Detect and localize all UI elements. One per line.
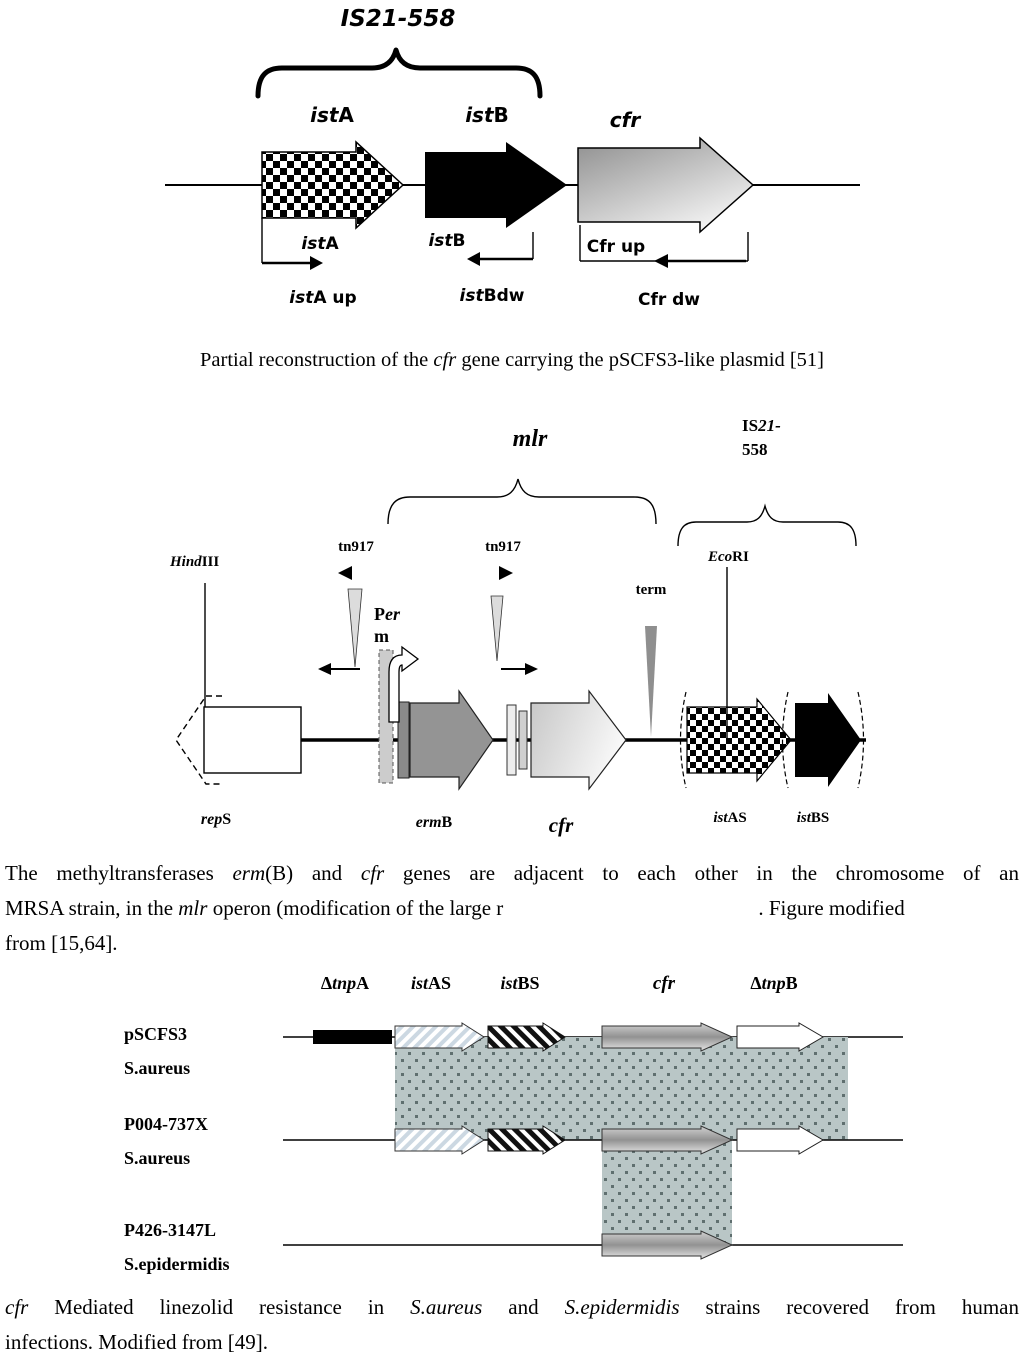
cfr-gene-label: cfr	[609, 108, 641, 132]
ermB-arrow	[410, 691, 493, 789]
tn917-left-insertion-wedge	[348, 589, 362, 667]
istA-up-label: istA up	[289, 288, 357, 308]
tnpA-block-row1	[313, 1030, 392, 1044]
is21-brace	[678, 506, 856, 546]
istAS-header: istAS	[410, 973, 452, 993]
tn917-left-label: tn917	[338, 539, 374, 555]
tnpB-header: ΔtnpB	[750, 973, 798, 993]
caption2-line3: from [15,64].	[5, 931, 118, 955]
is21-558-label-line1: IS21-	[742, 416, 781, 435]
istB-primer-label: istB	[428, 231, 466, 251]
figure3-caption	[5, 1290, 1019, 1356]
row1-species: S.aureus	[124, 1058, 191, 1078]
cfr-arrow	[578, 138, 753, 232]
istBS-label: istBS	[796, 810, 830, 826]
row2-species: S.aureus	[124, 1148, 191, 1168]
homology-region-2	[602, 1140, 732, 1245]
left-arrowhead-icon	[654, 254, 668, 268]
spacer-bar-1	[507, 705, 516, 775]
figure3-plasmid-comparison	[0, 955, 1024, 1290]
left-direction-arrow	[318, 663, 360, 675]
is21-558-label-line2: 558	[742, 440, 768, 459]
right-arrowhead-icon	[310, 256, 323, 270]
istB-arrow	[425, 142, 567, 228]
right-direction-arrow	[501, 663, 538, 675]
tn917-right-insertion-wedge	[491, 596, 503, 661]
istA-primer-label: istA	[301, 234, 339, 254]
caption2-line1: The methyltransferases erm(B) and cfr genes are adjacent to each other in the chromosome of an	[5, 861, 1019, 885]
istAS-label: istAS	[713, 810, 747, 826]
istBdw-label: istBdw	[459, 286, 525, 306]
caption2-line2: MRSA strain, in the mlr operon (modification of the large r . Figure modified	[5, 896, 905, 920]
figure1-is21-558-map	[0, 0, 1024, 345]
cfr-header: cfr	[652, 973, 676, 994]
terminator-label: term	[635, 582, 667, 598]
mlr-brace	[388, 479, 656, 524]
terminator-wedge	[645, 626, 657, 737]
homology-region-1	[395, 1037, 848, 1140]
tnpA-header: ΔtnpA	[320, 973, 370, 993]
figure2-caption	[5, 856, 1019, 961]
ecoRI-site-label: EcoRI	[708, 549, 749, 565]
ermB-label: ermB	[415, 814, 453, 831]
is21-558-title: IS21-558	[340, 6, 456, 32]
istBS-header: istBS	[500, 973, 540, 993]
istAS-arrow	[687, 699, 791, 781]
hindIII-site-label: HindIII	[170, 554, 220, 570]
cfr-label: cfr	[548, 813, 574, 837]
istA-arrow	[262, 142, 403, 228]
figure2-mlr-operon-map	[0, 400, 1024, 850]
left-arrowhead-icon	[318, 663, 331, 675]
row2-name: P004-737X	[124, 1114, 208, 1134]
tn917-right-label: tn917	[485, 539, 521, 555]
istA-gene-label: istA	[310, 103, 354, 127]
left-arrowhead-icon	[467, 252, 480, 266]
row1-name: pSCFS3	[124, 1024, 188, 1044]
spacer-bar-2	[519, 711, 527, 769]
right-arrowhead-icon	[525, 663, 538, 675]
cfr-dw-label: Cfr dw	[637, 290, 701, 310]
istBS-arrow	[795, 693, 861, 787]
istB-gene-label: istB	[465, 103, 509, 127]
repS-gene-box	[204, 707, 301, 773]
caption3-line1: cfr Mediated linezolid resistance in S.aureus and S.epidermidis strains recovered from human	[5, 1295, 1019, 1319]
perm-promoter-label-line2: m	[374, 626, 389, 646]
is-element-brace	[258, 50, 540, 96]
cfr-up-primer-label: Cfr up	[586, 237, 646, 257]
perm-promoter-label-line1: Per	[374, 604, 400, 624]
istB-dw-primer	[467, 232, 533, 266]
text-gap	[503, 914, 758, 915]
tn917-left-arrowhead-icon	[338, 566, 352, 580]
row3-name: P426-3147L	[124, 1220, 216, 1240]
tn917-right-arrowhead-icon	[499, 566, 513, 580]
caption3-line2: infections. Modified from [49].	[5, 1330, 269, 1354]
row3-species: S.epidermidis	[124, 1254, 230, 1274]
repS-label: repS	[200, 811, 232, 828]
figure1-caption: Partial reconstruction of the cfr gene carrying the pSCFS3-like plasmid [51]	[200, 349, 824, 371]
mlr-operon-label: mlr	[512, 426, 548, 452]
cfr-arrow	[531, 691, 626, 789]
